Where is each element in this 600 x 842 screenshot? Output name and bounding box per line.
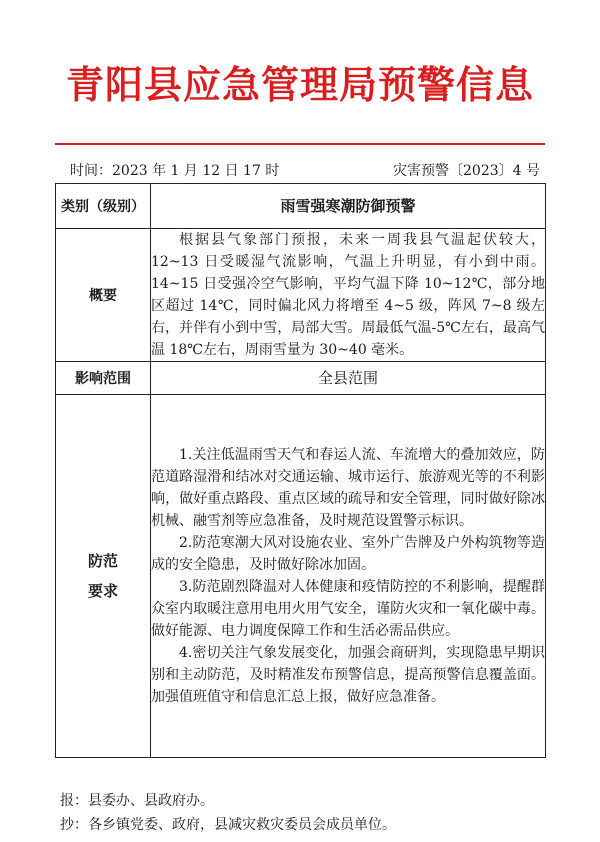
requirements-label-line1: 防范	[87, 552, 118, 570]
requirement-item-4: 4.密切关注气象发展变化，加强会商研判，实现隐患早期识别和主动防范，及时精准发布预警信息，提高预警信息覆盖面。加强值班值守和信息汇总上报，做好应急准备。	[151, 645, 545, 705]
scope-label: 影响范围	[56, 362, 151, 395]
category-value: 雨雪强寒潮防御预警	[151, 184, 546, 229]
requirements-cell	[151, 395, 546, 758]
overview-label: 概要	[56, 229, 151, 362]
requirement-item-3: 3.防范剧烈降温对人体健康和疫情防控的不利影响，提醒群众室内取暖注意用电用火用气安全，谨防火灾和一氧化碳中毒。做好能源、电力调度保障工作和生活必需品供应。	[151, 579, 545, 639]
scope-value: 全县范围	[151, 362, 546, 395]
document-title: 青阳县应急管理局预警信息	[65, 62, 534, 107]
table-row-requirements	[56, 395, 546, 758]
alert-table	[55, 183, 546, 758]
report-to-line: 报：县委办、县政府办。	[60, 793, 214, 809]
requirements-label-line2: 要求	[87, 582, 118, 600]
table-row-scope	[56, 362, 546, 395]
category-label: 类别（级别）	[56, 184, 151, 229]
requirement-item-2: 2.防范寒潮大风对设施农业、室外广告牌及户外构筑物等造成的安全隐患，及时做好除冰加固。	[151, 535, 545, 573]
requirements-label	[56, 395, 151, 758]
overview-cell	[151, 229, 546, 362]
copy-to-line: 抄：各乡镇党委、政府，县减灾救灾委员会成员单位。	[60, 817, 396, 833]
document-number: 灾害预警〔2023〕4 号	[393, 163, 540, 179]
red-divider	[55, 143, 545, 145]
table-row-overview	[56, 229, 546, 362]
overview-text: 根据县气象部门预报，未来一周我县气温起伏较大，12~13 日受暖湿气流影响，气温上升明显，有小到中雨。14~15 日受强冷空气影响，平均气温下降 10~12℃，部分地区超过 14℃，同时偏北风力将增至 4~5 级，阵风 7~8 级左右，并伴有小到中雪，局部大雪。周最低气温-5℃左右，最高气温 18℃左右，周雨雪量为 30~40 毫米。	[151, 232, 545, 358]
document-meta	[70, 160, 540, 180]
issue-time: 时间：2023 年 1 月 12 日 17 时	[70, 163, 280, 179]
requirement-item-1: 1.关注低温雨雪天气和春运人流、车流增大的叠加效应，防范道路湿滑和结冰对交通运输、城市运行、旅游观光等的不利影响，做好重点路段、重点区域的疏导和安全管理，同时做好除冰机械、融雪剂等应急准备，及时规范设置警示标识。	[151, 447, 545, 529]
table-row-category	[56, 184, 546, 229]
